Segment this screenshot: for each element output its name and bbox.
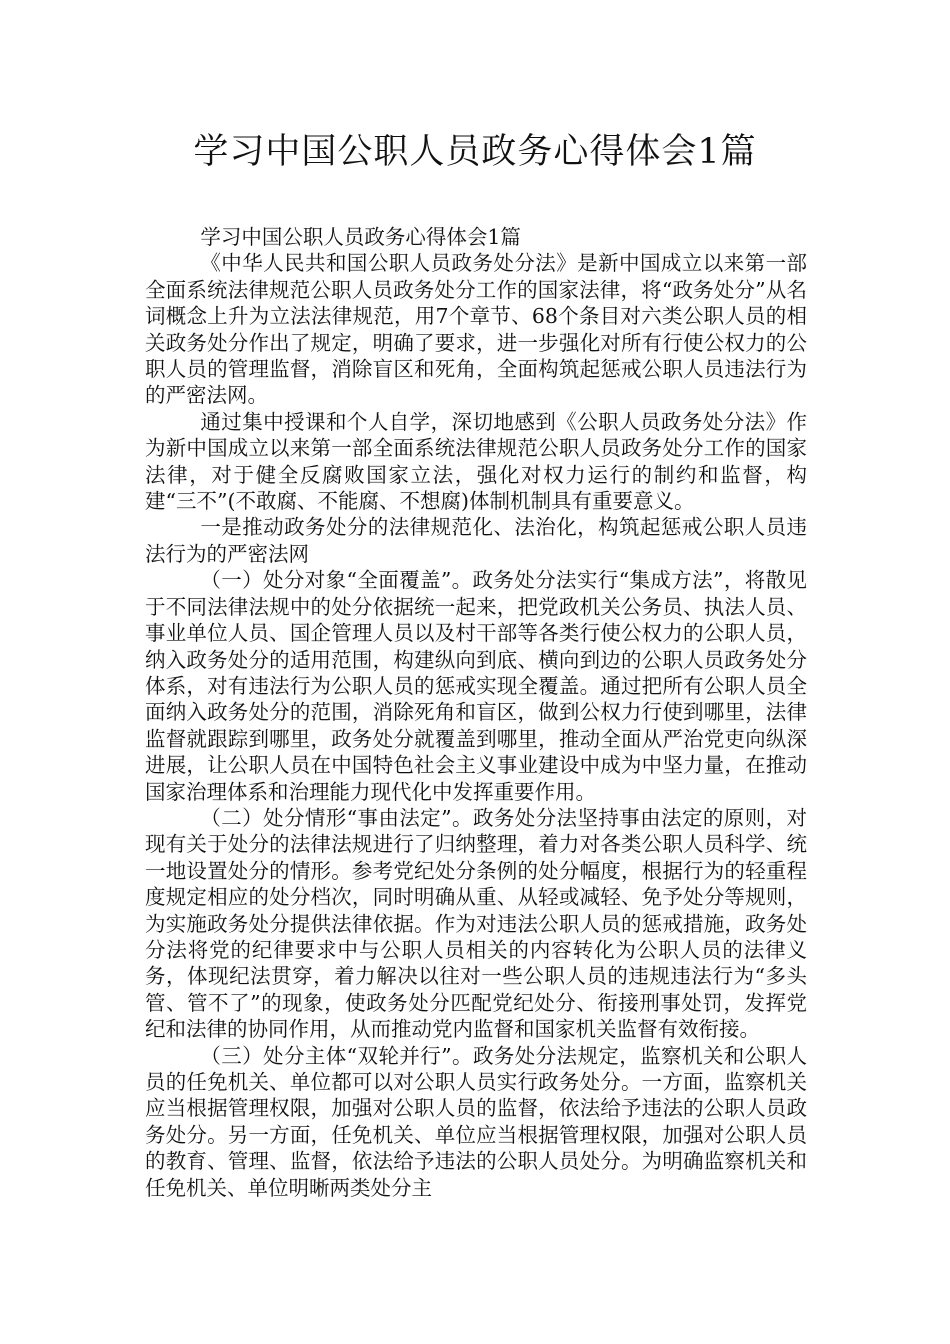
document-body [145, 224, 807, 1201]
paragraph-subtitle: 学习中国公职人员政务心得体会1篇 [200, 225, 521, 249]
paragraph-study: 通过集中授课和个人自学，深切地感到《公职人员政务处分法》作为新中国成立以来第一部全面系统法律规范公职人员政务处分工作的国家法律，对于健全反腐败国家立法，强化对权力运行的制约和监督，构建“三不”(不敢腐、不能腐、不想腐)体制机制具有重要意义。 [145, 409, 807, 514]
document-title: 学习中国公职人员政务心得体会1篇 [193, 132, 757, 172]
paragraph-section-3: （三）处分主体“双轮并行”。政务处分法规定，监察机关和公职人员的任免机关、单位都可以对公职人员实行政务处分。一方面，监察机关应当根据管理权限，加强对公职人员的监督，依法给予违法的公职人员政务处分。另一方面，任免机关、单位应当根据管理权限，加强对公职人员的教育、管理、监督，依法给予违法的公职人员处分。为明确监察机关和任免机关、单位明晰两类处分主 [145, 1043, 807, 1200]
paragraph-section-1: （一）处分对象“全面覆盖”。政务处分法实行“集成方法”，将散见于不同法律法规中的处分依据统一起来，把党政机关公务员、执法人员、事业单位人员、国企管理人员以及村干部等各类行使公权力的公职人员，纳入政务处分的适用范围，构建纵向到底、横向到边的公职人员政务处分体系，对有违法行为公职人员的惩戒实现全覆盖。通过把所有公职人员全面纳入政务处分的范围，消除死角和盲区，做到公权力行使到哪里，法律监督就跟踪到哪里，政务处分就覆盖到哪里，推动全面从严治党吏向纵深进展，让公职人员在中国特色社会主义事业建设中成为中坚力量，在推动国家治理体系和治理能力现代化中发挥重要作用。 [145, 568, 807, 804]
paragraph-point-one: 一是推动政务处分的法律规范化、法治化，构筑起惩戒公职人员违法行为的严密法网 [145, 515, 807, 566]
paragraph-section-2: （二）处分情形“事由法定”。政务处分法坚持事由法定的原则，对现有关于处分的法律法规进行了归纳整理，着力对各类公职人员科学、统一地设置处分的情形。参考党纪处分条例的处分幅度，根据行为的轻重程度规定相应的处分档次，同时明确从重、从轻或减轻、免予处分等规则，为实施政务处分提供法律依据。作为对违法公职人员的惩戒措施，政务处分法将党的纪律要求中与公职人员相关的内容转化为公职人员的法律义务，体现纪法贯穿，着力解决以往对一些公职人员的违规违法行为“多头管、管不了”的现象，使政务处分匹配党纪处分、衔接刑事处罚，发挥党纪和法律的协同作用，从而推动党内监督和国家机关监督有效衔接。 [145, 805, 807, 1042]
paragraph-intro: 《中华人民共和国公职人员政务处分法》是新中国成立以来第一部全面系统法律规范公职人员政务处分工作的国家法律，将“政务处分”从名词概念上升为立法法律规范，用7个章节、68个条目对六类公职人员的相关政务处分作出了规定，明确了要求，进一步强化对所有行使公权力的公职人员的管理监督，消除盲区和死角，全面构筑起惩戒公职人员违法行为的严密法网。 [145, 251, 807, 408]
